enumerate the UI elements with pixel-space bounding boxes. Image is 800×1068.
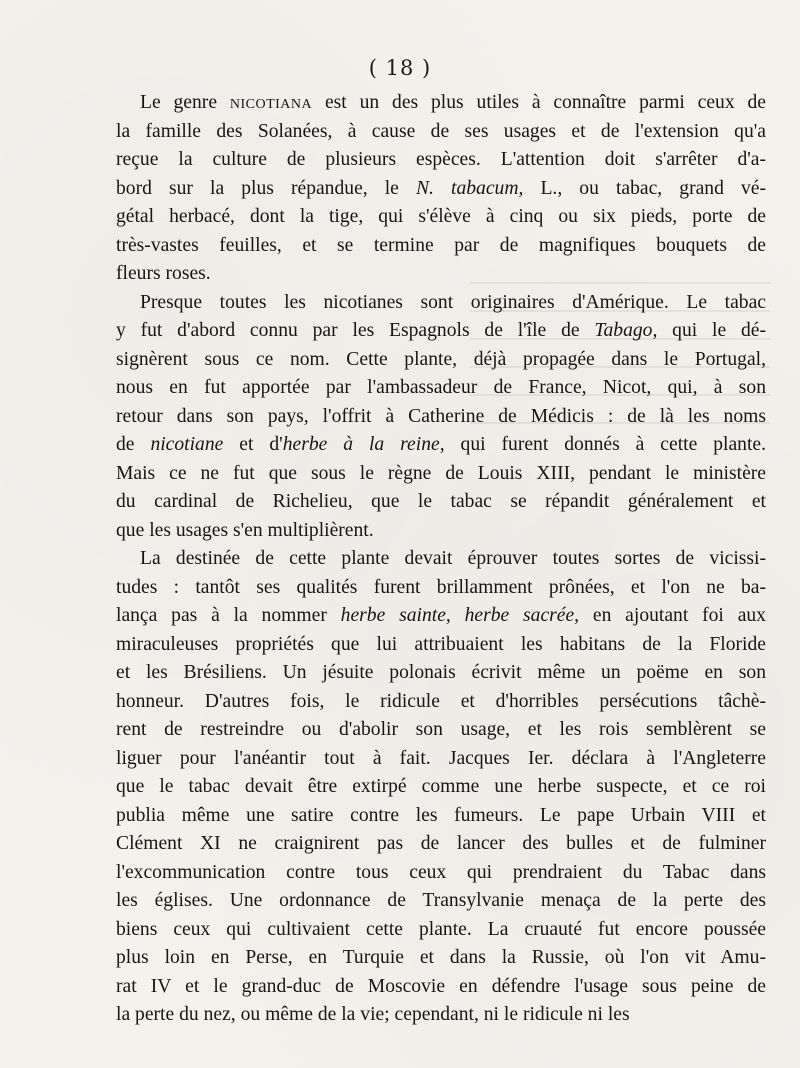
text-run: publia même une satire contre les fumeurs. Le pape Urbain VIII et xyxy=(116,804,766,826)
text-run: que les usages s'en multiplièrent. xyxy=(116,519,374,541)
text-run: de xyxy=(116,434,151,455)
text-run: L., ou tabac, grand vé- xyxy=(523,177,766,199)
text-line xyxy=(116,260,766,289)
text-run: retour dans son pays, l'offrit à Catherine de Médicis : de là les noms xyxy=(116,405,766,427)
text-run: est un des plus utiles à connaître parmi ceux de xyxy=(312,92,766,113)
text-run: que le tabac devait être extirpé comme une herbe suspecte, et ce roi xyxy=(116,776,766,797)
small-caps-text: nicotiana xyxy=(229,92,313,113)
text-line xyxy=(116,602,766,631)
text-run: du cardinal de Richelieu, que le tabac se répandit généralement et xyxy=(116,491,766,512)
text-run: les églises. Une ordonnance de Transylvanie menaça de la perte des xyxy=(116,890,766,911)
text-line xyxy=(116,973,766,1002)
text-run: en ajoutant foi aux xyxy=(579,605,766,626)
text-run: signèrent sous ce nom. Cette plante, déjà propagée dans le Portugal, xyxy=(116,348,766,370)
text-line xyxy=(116,146,766,175)
text-run: liguer pour l'anéantir tout à fait. Jacques Ier. déclara à l'Angleterre xyxy=(116,747,766,769)
text-line xyxy=(116,773,766,802)
text-run: bord sur la plus répandue, le xyxy=(116,177,416,199)
italic-text: N. tabacum, xyxy=(415,177,524,199)
text-run: Clément XI ne craignirent pas de lancer des bulles et de fulminer xyxy=(116,833,766,854)
text-line xyxy=(116,916,766,945)
text-run: rent de restreindre ou d'abolir son usage, et les rois semblèrent se xyxy=(116,719,766,740)
text-line xyxy=(116,431,766,460)
text-line xyxy=(116,488,766,517)
text-line xyxy=(116,374,766,403)
text-run: lança pas à la nommer xyxy=(116,605,341,626)
body-text xyxy=(116,89,766,1030)
text-line xyxy=(116,659,766,688)
text-run: tudes : tantôt ses qualités furent brillamment prônées, et l'on ne ba- xyxy=(116,576,766,598)
text-run: plus loin en Perse, en Turquie et dans la Russie, où l'on vit Amu- xyxy=(116,947,766,968)
text-run: et d' xyxy=(223,434,283,455)
text-run: et les Brésiliens. Un jésuite polonais écrivit même un poëme en son xyxy=(116,662,766,683)
italic-text: herbe à la reine, xyxy=(282,434,445,455)
text-line xyxy=(116,631,766,660)
text-line xyxy=(116,745,766,774)
page-number: ( 18 ) xyxy=(368,56,432,80)
text-line xyxy=(116,118,766,147)
text-run: biens ceux qui cultivaient cette plante. La cruauté fut encore poussée xyxy=(116,918,766,940)
text-line xyxy=(116,688,766,717)
paragraph xyxy=(116,289,766,546)
text-run: rat IV et le grand-duc de Moscovie en défendre l'usage sous peine de xyxy=(116,975,766,997)
text-run: Le genre xyxy=(140,92,230,113)
text-run: y fut d'abord connu par les Espagnols de l'île de xyxy=(116,320,595,341)
italic-text: herbe sainte, herbe sacrée, xyxy=(340,605,580,626)
text-run: Presque toutes les nicotianes sont originaires d'Amérique. Le tabac xyxy=(140,291,766,313)
text-line xyxy=(116,1001,766,1030)
text-run: honneur. D'autres fois, le ridicule et d'horribles persécutions tâchè- xyxy=(116,690,766,712)
text-run: la perte du nez, ou même de la vie; cependant, ni le ridicule ni les xyxy=(116,1004,630,1025)
text-line xyxy=(116,545,766,574)
italic-text: Tabago, xyxy=(594,320,658,341)
text-run: la famille des Solanées, à cause de ses usages et de l'extension qu'a xyxy=(116,120,766,142)
text-line xyxy=(116,517,766,546)
text-run: fleurs roses. xyxy=(116,263,211,284)
text-line xyxy=(116,887,766,916)
text-run: très-vastes feuilles, et se termine par de magnifiques bouquets de xyxy=(116,234,766,256)
text-line xyxy=(116,460,766,489)
text-line xyxy=(116,317,766,346)
text-line xyxy=(116,574,766,603)
text-line xyxy=(116,802,766,831)
text-line xyxy=(116,203,766,232)
text-run: La destinée de cette plante devait éprouver toutes sortes de vicissi- xyxy=(140,548,766,569)
text-run: nous en fut apportée par l'ambassadeur de France, Nicot, qui, à son xyxy=(116,377,766,398)
text-run: l'excommunication contre tous ceux qui prendraient du Tabac dans xyxy=(116,861,766,883)
text-run: miraculeuses propriétés que lui attribuaient les habitans de la Floride xyxy=(116,633,766,655)
text-line xyxy=(116,403,766,432)
text-line xyxy=(116,175,766,204)
text-line xyxy=(116,830,766,859)
text-line xyxy=(116,232,766,261)
italic-text: nicotiane xyxy=(150,434,224,455)
text-run: qui le dé- xyxy=(657,320,766,341)
text-line xyxy=(116,716,766,745)
text-line xyxy=(116,944,766,973)
text-run: qui furent donnés à cette plante. xyxy=(444,434,766,455)
text-line xyxy=(116,346,766,375)
paragraph xyxy=(116,89,766,289)
text-run: Mais ce ne fut que sous le règne de Louis XIII, pendant le ministère xyxy=(116,462,766,484)
text-run: gétal herbacé, dont la tige, qui s'élève à cinq ou six pieds, porte de xyxy=(116,206,766,227)
text-run: reçue la culture de plusieurs espèces. L'attention doit s'arrêter d'a- xyxy=(116,149,766,170)
text-line xyxy=(116,289,766,318)
text-line xyxy=(116,859,766,888)
text-line xyxy=(116,89,766,118)
paragraph xyxy=(116,545,766,1030)
